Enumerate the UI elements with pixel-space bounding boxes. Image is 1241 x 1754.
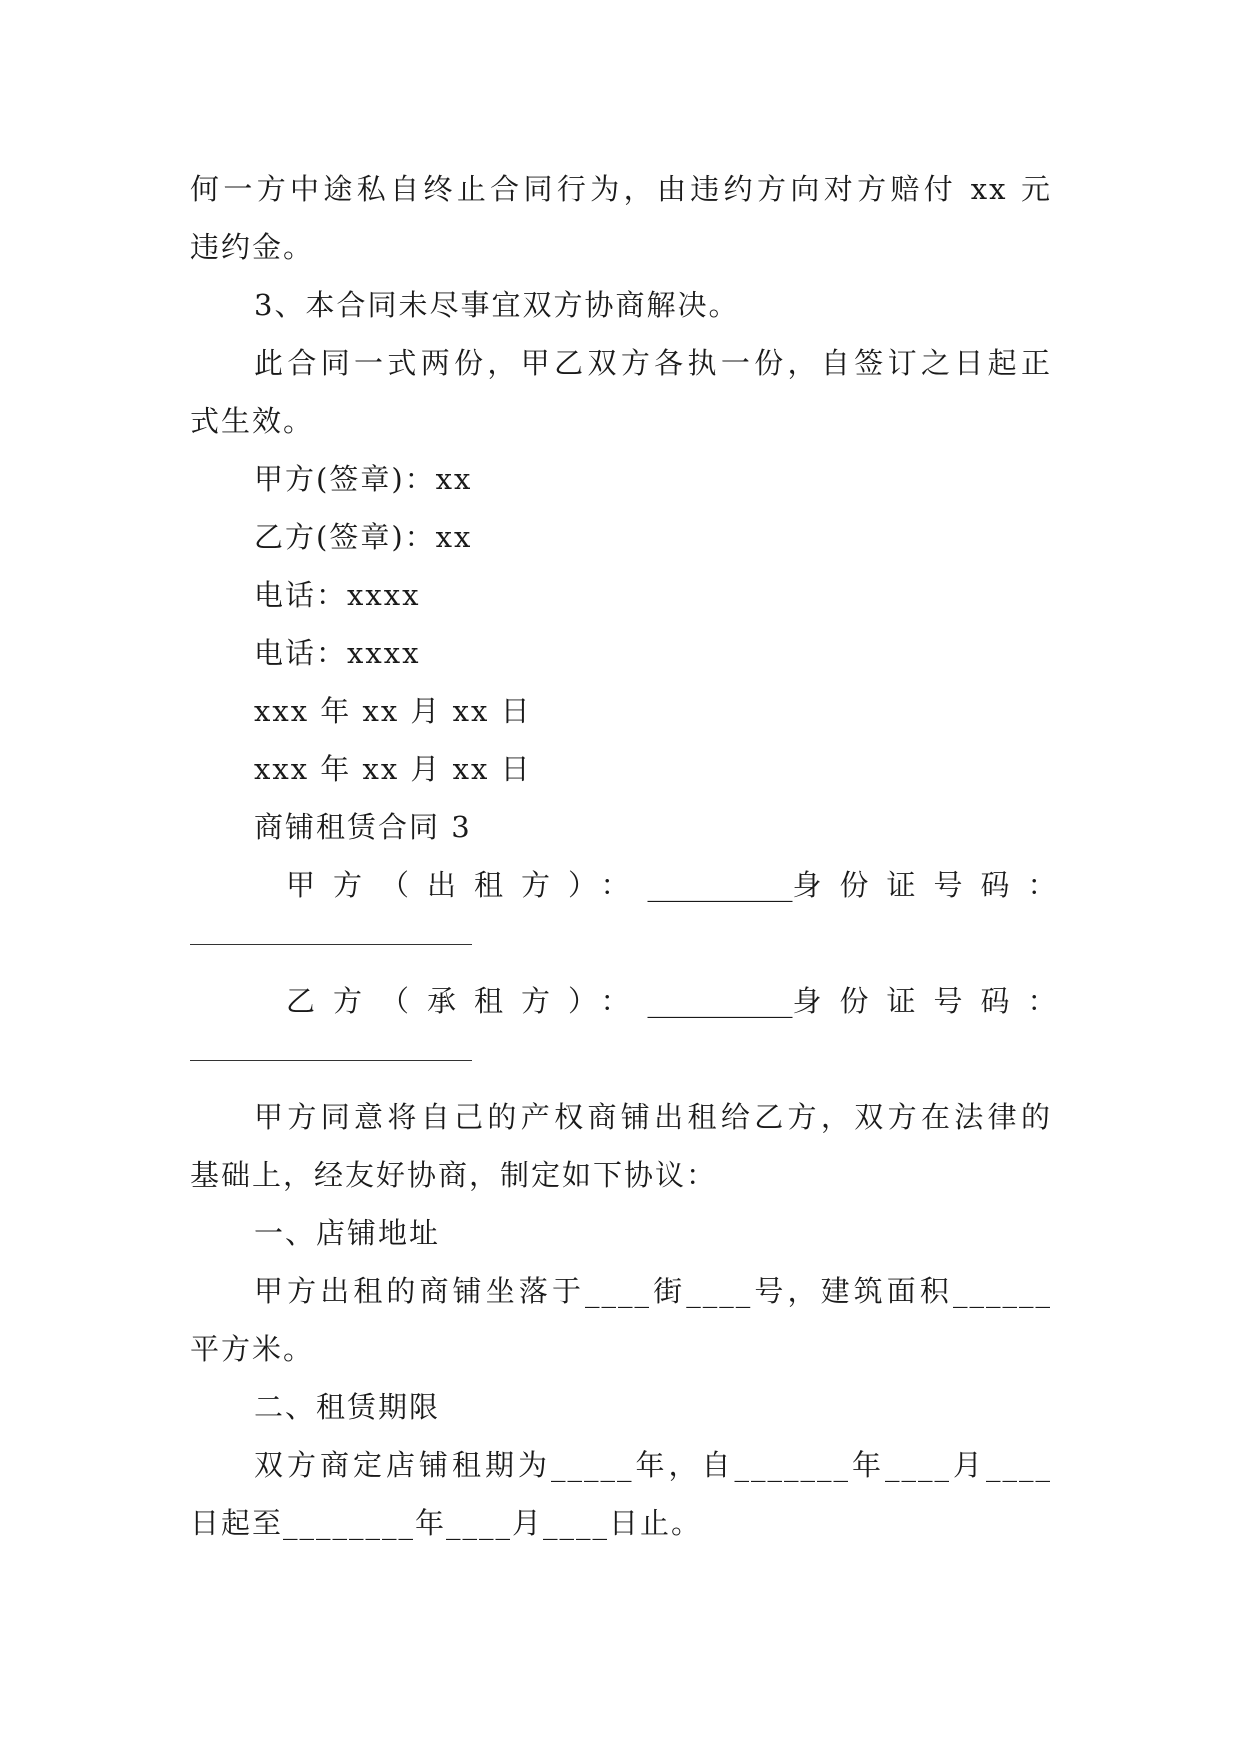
- lessee-label: 乙方（承租方）：: [286, 984, 648, 1018]
- underline: [190, 1060, 472, 1061]
- lessor-line: [190, 856, 1075, 914]
- paragraph-line: 甲方出租的商铺坐落于____街____号，建筑面积______: [254, 1274, 1052, 1308]
- lessor-label: 甲方（出租方）：: [286, 868, 648, 902]
- underline: [190, 944, 472, 945]
- paragraph-line: 式生效。: [190, 404, 315, 438]
- section-heading: 一、店铺地址: [254, 1216, 441, 1250]
- lessee-name-blank: __________: [647, 984, 793, 1018]
- paragraph-line: 违约金。: [190, 230, 315, 264]
- paragraph-line: 此合同一式两份，甲乙双方各执一份，自签订之日起正: [254, 346, 1052, 380]
- lessor-id-label: 身份证号码：: [792, 868, 1075, 902]
- date-a: xxx 年 xx 月 xx 日: [254, 694, 532, 728]
- paragraph-line: 日起至________年____月____日止。: [190, 1506, 703, 1540]
- date-b: xxx 年 xx 月 xx 日: [254, 752, 532, 786]
- lessee-id-blank: [190, 1030, 1052, 1088]
- contract-title: 商铺租赁合同 3: [254, 810, 472, 844]
- paragraph-line: 平方米。: [190, 1332, 315, 1366]
- phone-a: 电话：xxxx: [254, 578, 421, 612]
- paragraph-line: 基础上，经友好协商，制定如下协议：: [190, 1158, 718, 1192]
- lessee-line: [190, 972, 1075, 1030]
- clause-3: 3、本合同未尽事宜双方协商解决。: [254, 288, 740, 322]
- lessor-id-blank: [190, 914, 1052, 972]
- lessor-name-blank: __________: [647, 868, 793, 902]
- section-heading: 二、租赁期限: [254, 1390, 441, 1424]
- lessee-id-label: 身份证号码：: [792, 984, 1075, 1018]
- party-a-signature: 甲方(签章)：xx: [254, 462, 473, 496]
- document-page: [190, 160, 1075, 1552]
- phone-b: 电话：xxxx: [254, 636, 421, 670]
- paragraph-line: 何一方中途私自终止合同行为，由违约方向对方赔付 xx 元: [190, 172, 1052, 206]
- paragraph-line: 双方商定店铺租期为_____年，自_______年____月____: [254, 1448, 1052, 1482]
- party-b-signature: 乙方(签章)：xx: [254, 520, 473, 554]
- paragraph-line: 甲方同意将自己的产权商铺出租给乙方，双方在法律的: [254, 1100, 1052, 1134]
